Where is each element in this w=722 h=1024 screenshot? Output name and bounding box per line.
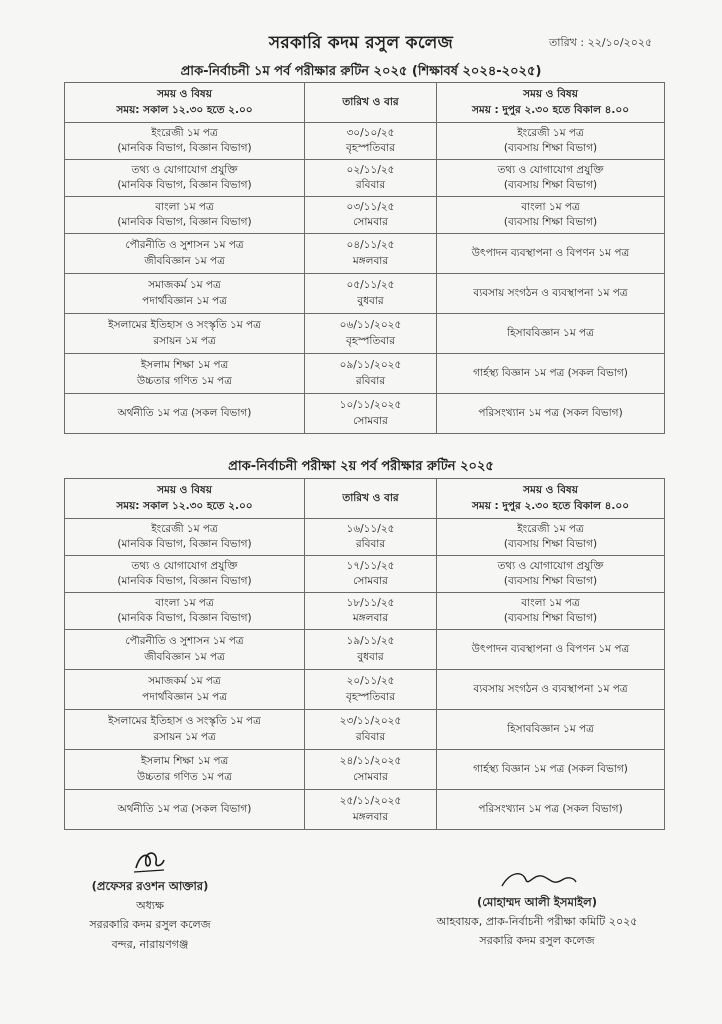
- morning-subject-detail: রসায়ন ১ম পত্র: [153, 334, 216, 347]
- morning-subject: পৌরনীতি ও সুশাসন ১ম পত্র: [125, 635, 244, 648]
- morning-subject-cell: [65, 197, 305, 234]
- afternoon-column-title: সময় ও বিষয়: [523, 484, 578, 497]
- afternoon-time: সময় : দুপুর ২.৩০ হতে বিকাল ৪.০০: [471, 103, 630, 116]
- afternoon-subject: হিসাববিজ্ঞান ১ম পত্র: [507, 722, 594, 735]
- date-cell: [305, 790, 437, 830]
- exam-date: ২৪/১১/২০২৫: [339, 755, 402, 768]
- afternoon-column-title: সময় ও বিষয়: [523, 88, 578, 101]
- date-column-title: তারিখ ও বার: [342, 491, 399, 504]
- afternoon-subject-cell: [437, 593, 665, 630]
- section-1-title: প্রাক-নির্বাচনী ১ম পর্ব পরীক্ষার রুটিন ২০২৫ (শিক্ষাবর্ষ ২০২৪-২০২৫): [180, 64, 542, 79]
- exam-date: ১৭/১১/২৫: [346, 559, 395, 572]
- afternoon-subject-detail: (ব্যবসায় শিক্ষা বিভাগ): [503, 575, 598, 587]
- afternoon-time: সময় : দুপুর ২.৩০ হতে বিকাল ৪.০০: [471, 499, 630, 512]
- table-header-row: [65, 479, 665, 519]
- morning-subject-detail: পদার্থবিজ্ঞান ১ম পত্র: [142, 690, 227, 703]
- afternoon-subject: ব্যবসায় সংগঠন ও ব্যবস্থাপনা ১ম পত্র: [473, 682, 628, 695]
- morning-subject: তথ্য ও যোগাযোগ প্রযুক্তি: [131, 163, 238, 176]
- morning-subject-detail: উচ্চতার গণিত ১ম পত্র: [137, 770, 232, 783]
- afternoon-subject: বাংলা ১ম পত্র: [521, 596, 580, 609]
- exam-day: বৃহস্পতিবার: [346, 142, 395, 154]
- morning-subject-cell: [65, 314, 305, 354]
- morning-subject-detail: (মানবিক বিভাগ, বিজ্ঞান বিভাগ): [117, 142, 252, 154]
- header-afternoon: [437, 479, 665, 519]
- date-cell: [305, 274, 437, 314]
- convener-signature-block: [392, 866, 682, 951]
- exam-date: ০৬/১১/২০২৫: [339, 319, 402, 332]
- morning-subject: সমাজকর্ম ১ম পত্র: [148, 279, 221, 292]
- exam-date: ০২/১১/২৫: [346, 163, 395, 176]
- afternoon-subject: গার্হস্থ্য বিজ্ঞান ১ম পত্র (সকল বিভাগ): [473, 762, 628, 775]
- table-row: [65, 593, 665, 630]
- table-header-row: [65, 83, 665, 123]
- morning-time: সময়: সকাল ১২.৩০ হতে ২.০০: [116, 103, 253, 116]
- exam-day: মঙ্গলবার: [352, 810, 389, 823]
- morning-subject: তথ্য ও যোগাযোগ প্রযুক্তি: [131, 559, 238, 572]
- header-afternoon: [437, 83, 665, 123]
- afternoon-subject: ইংরেজী ১ম পত্র: [517, 522, 584, 535]
- afternoon-subject-detail: (ব্যবসায় শিক্ষা বিভাগ): [503, 216, 598, 228]
- morning-subject-cell: [65, 790, 305, 830]
- date-cell: [305, 670, 437, 710]
- exam-day: রবিবার: [355, 730, 386, 743]
- exam-day: বুধবার: [357, 650, 384, 663]
- morning-subject-cell: [65, 123, 305, 160]
- table-row: [65, 630, 665, 670]
- exam-date: ০৫/১১/২৫: [346, 279, 395, 292]
- exam-date: ২৩/১১/২০২৫: [339, 715, 402, 728]
- exam-day: বুধবার: [357, 294, 384, 307]
- afternoon-subject-cell: [437, 160, 665, 197]
- morning-subject: ইসলামের ইতিহাস ও সংস্কৃতি ১ম পত্র: [108, 715, 261, 728]
- signature-mark: [492, 866, 582, 892]
- date-cell: [305, 314, 437, 354]
- header-date: [305, 83, 437, 123]
- morning-time: সময়: সকাল ১২.৩০ হতে ২.০০: [116, 499, 253, 512]
- table-row: [65, 670, 665, 710]
- morning-column-title: সময় ও বিষয়: [157, 88, 212, 101]
- table-row: [65, 519, 665, 556]
- routine-table-2: [64, 478, 665, 830]
- exam-date: ১৬/১১/২৫: [346, 522, 395, 535]
- table-row: [65, 160, 665, 197]
- issue-date: তারিখ : ২২/১০/২০২৫: [549, 36, 653, 49]
- exam-day: রবিবার: [355, 179, 386, 191]
- exam-day: সোমবার: [353, 575, 388, 587]
- table-row: [65, 197, 665, 234]
- date-cell: [305, 354, 437, 394]
- convener-title: আহবায়ক, প্রাক-নির্বাচনী পরীক্ষা কমিটি ২০২৫: [436, 915, 638, 929]
- exam-date: ২০/১১/২৫: [346, 675, 395, 688]
- morning-subject-cell: [65, 394, 305, 434]
- morning-subject-cell: [65, 556, 305, 593]
- date-cell: [305, 750, 437, 790]
- morning-subject: ইসলামের ইতিহাস ও সংস্কৃতি ১ম পত্র: [108, 319, 261, 332]
- table-row: [65, 394, 665, 434]
- morning-subject: ইংরেজী ১ম পত্র: [151, 126, 218, 139]
- college-name: সরকারি কদম রসুল কলেজ: [268, 33, 454, 53]
- exam-day: সোমবার: [353, 414, 388, 427]
- afternoon-subject: পরিসংখ্যান ১ম পত্র (সকল বিভাগ): [478, 802, 623, 815]
- morning-subject: সমাজকর্ম ১ম পত্র: [148, 675, 221, 688]
- morning-subject-cell: [65, 354, 305, 394]
- afternoon-subject-cell: [437, 556, 665, 593]
- principal-location: বন্দর, নারায়ণগঞ্জ: [111, 937, 189, 951]
- exam-day: বৃহস্পতিবার: [346, 334, 395, 347]
- morning-subject-cell: [65, 750, 305, 790]
- morning-subject: অর্থনীতি ১ম পত্র (সকল বিভাগ): [117, 802, 252, 815]
- date-column-title: তারিখ ও বার: [342, 95, 399, 108]
- date-cell: [305, 123, 437, 160]
- morning-subject-detail: পদার্থবিজ্ঞান ১ম পত্র: [142, 294, 227, 307]
- morning-subject-detail: (মানবিক বিভাগ, বিজ্ঞান বিভাগ): [117, 179, 252, 191]
- header-morning: [65, 83, 305, 123]
- exam-date: ১০/১১/২০২৫: [339, 399, 402, 412]
- date-cell: [305, 593, 437, 630]
- principal-title: অধ্যক্ষ: [136, 899, 164, 913]
- afternoon-subject: ব্যবসায় সংগঠন ও ব্যবস্থাপনা ১ম পত্র: [473, 286, 628, 299]
- morning-subject-cell: [65, 593, 305, 630]
- principal-name: (প্রফেসর রওশন আক্তার): [91, 879, 209, 893]
- afternoon-subject: উৎপাদন ব্যবস্থাপনা ও বিপণন ১ম পত্র: [471, 642, 630, 655]
- section-2-title: প্রাক-নির্বাচনী পরীক্ষা ২য় পর্ব পরীক্ষার রুটিন ২০২৫: [228, 459, 494, 474]
- signature-mark: [130, 846, 170, 876]
- routine-table-1: [64, 82, 665, 434]
- afternoon-subject-cell: [437, 630, 665, 670]
- principal-signature-block: [60, 846, 240, 954]
- afternoon-subject: উৎপাদন ব্যবস্থাপনা ও বিপণন ১ম পত্র: [471, 246, 630, 259]
- morning-subject-detail: (মানবিক বিভাগ, বিজ্ঞান বিভাগ): [117, 575, 252, 587]
- exam-day: সোমবার: [353, 770, 388, 783]
- morning-subject-cell: [65, 710, 305, 750]
- date-cell: [305, 556, 437, 593]
- table-row: [65, 354, 665, 394]
- afternoon-subject: গার্হস্থ্য বিজ্ঞান ১ম পত্র (সকল বিভাগ): [473, 366, 628, 379]
- morning-subject: অর্থনীতি ১ম পত্র (সকল বিভাগ): [117, 406, 252, 419]
- afternoon-subject-cell: [437, 274, 665, 314]
- exam-day: রবিবার: [355, 538, 386, 550]
- date-cell: [305, 710, 437, 750]
- morning-subject-detail: উচ্চতার গণিত ১ম পত্র: [137, 374, 232, 387]
- afternoon-subject-cell: [437, 670, 665, 710]
- date-cell: [305, 160, 437, 197]
- date-cell: [305, 197, 437, 234]
- table-row: [65, 750, 665, 790]
- table-row: [65, 790, 665, 830]
- principal-org: সররকারি কদম রসুল কলেজ: [89, 918, 211, 932]
- table-row: [65, 274, 665, 314]
- afternoon-subject-cell: [437, 354, 665, 394]
- morning-subject: পৌরনীতি ও সুশাসন ১ম পত্র: [125, 239, 244, 252]
- date-cell: [305, 519, 437, 556]
- header-date: [305, 479, 437, 519]
- exam-date: ০৪/১১/২৫: [346, 239, 395, 252]
- afternoon-subject-cell: [437, 710, 665, 750]
- exam-day: সোমবার: [353, 216, 388, 228]
- table-row: [65, 314, 665, 354]
- table-row: [65, 556, 665, 593]
- morning-subject-cell: [65, 670, 305, 710]
- morning-subject-cell: [65, 630, 305, 670]
- exam-day: মঙ্গলবার: [352, 254, 389, 267]
- convener-org: সরকারি কদম রসুল কলেজ: [479, 934, 595, 948]
- afternoon-subject: তথ্য ও যোগাযোগ প্রযুক্তি: [497, 559, 604, 572]
- date-cell: [305, 630, 437, 670]
- morning-subject-cell: [65, 234, 305, 274]
- table-row: [65, 234, 665, 274]
- exam-date: ০৯/১১/২০২৫: [339, 359, 402, 372]
- exam-date: ১৯/১১/২৫: [346, 635, 395, 648]
- afternoon-subject-cell: [437, 790, 665, 830]
- afternoon-subject-cell: [437, 314, 665, 354]
- morning-subject-detail: (মানবিক বিভাগ, বিজ্ঞান বিভাগ): [117, 216, 252, 228]
- exam-date: ২৫/১১/২০২৫: [339, 795, 402, 808]
- header-morning: [65, 479, 305, 519]
- exam-date: ০৩/১১/২৫: [346, 200, 395, 213]
- morning-subject-detail: (মানবিক বিভাগ, বিজ্ঞান বিভাগ): [117, 538, 252, 550]
- date-cell: [305, 394, 437, 434]
- morning-subject: বাংলা ১ম পত্র: [155, 200, 214, 213]
- exam-day: মঙ্গলবার: [352, 612, 389, 624]
- morning-column-title: সময় ও বিষয়: [157, 484, 212, 497]
- exam-day: বৃহস্পতিবার: [346, 690, 395, 703]
- afternoon-subject: পরিসংখ্যান ১ম পত্র (সকল বিভাগ): [478, 406, 623, 419]
- convener-name: (মোহাম্মদ আলী ইসমাইল): [477, 895, 597, 909]
- morning-subject: ইসলাম শিক্ষা ১ম পত্র: [140, 755, 229, 768]
- afternoon-subject-detail: (ব্যবসায় শিক্ষা বিভাগ): [503, 538, 598, 550]
- morning-subject-detail: জীববিজ্ঞান ১ম পত্র: [144, 650, 225, 663]
- exam-date: ৩০/১০/২৫: [346, 126, 395, 139]
- morning-subject-detail: রসায়ন ১ম পত্র: [153, 730, 216, 743]
- afternoon-subject-detail: (ব্যবসায় শিক্ষা বিভাগ): [503, 179, 598, 191]
- afternoon-subject: ইংরেজী ১ম পত্র: [517, 126, 584, 139]
- afternoon-subject: বাংলা ১ম পত্র: [521, 200, 580, 213]
- afternoon-subject-detail: (ব্যবসায় শিক্ষা বিভাগ): [503, 142, 598, 154]
- afternoon-subject: হিসাববিজ্ঞান ১ম পত্র: [507, 326, 594, 339]
- afternoon-subject-detail: (ব্যবসায় শিক্ষা বিভাগ): [503, 612, 598, 624]
- table-row: [65, 123, 665, 160]
- morning-subject-cell: [65, 274, 305, 314]
- afternoon-subject-cell: [437, 234, 665, 274]
- exam-day: রবিবার: [355, 374, 386, 387]
- table-row: [65, 710, 665, 750]
- afternoon-subject-cell: [437, 750, 665, 790]
- afternoon-subject-cell: [437, 197, 665, 234]
- afternoon-subject: তথ্য ও যোগাযোগ প্রযুক্তি: [497, 163, 604, 176]
- morning-subject-detail: (মানবিক বিভাগ, বিজ্ঞান বিভাগ): [117, 612, 252, 624]
- morning-subject: বাংলা ১ম পত্র: [155, 596, 214, 609]
- morning-subject-cell: [65, 160, 305, 197]
- morning-subject-detail: জীববিজ্ঞান ১ম পত্র: [144, 254, 225, 267]
- morning-subject: ইংরেজী ১ম পত্র: [151, 522, 218, 535]
- morning-subject: ইসলাম শিক্ষা ১ম পত্র: [140, 359, 229, 372]
- afternoon-subject-cell: [437, 123, 665, 160]
- afternoon-subject-cell: [437, 519, 665, 556]
- morning-subject-cell: [65, 519, 305, 556]
- date-cell: [305, 234, 437, 274]
- exam-date: ১৮/১১/২৫: [346, 596, 395, 609]
- afternoon-subject-cell: [437, 394, 665, 434]
